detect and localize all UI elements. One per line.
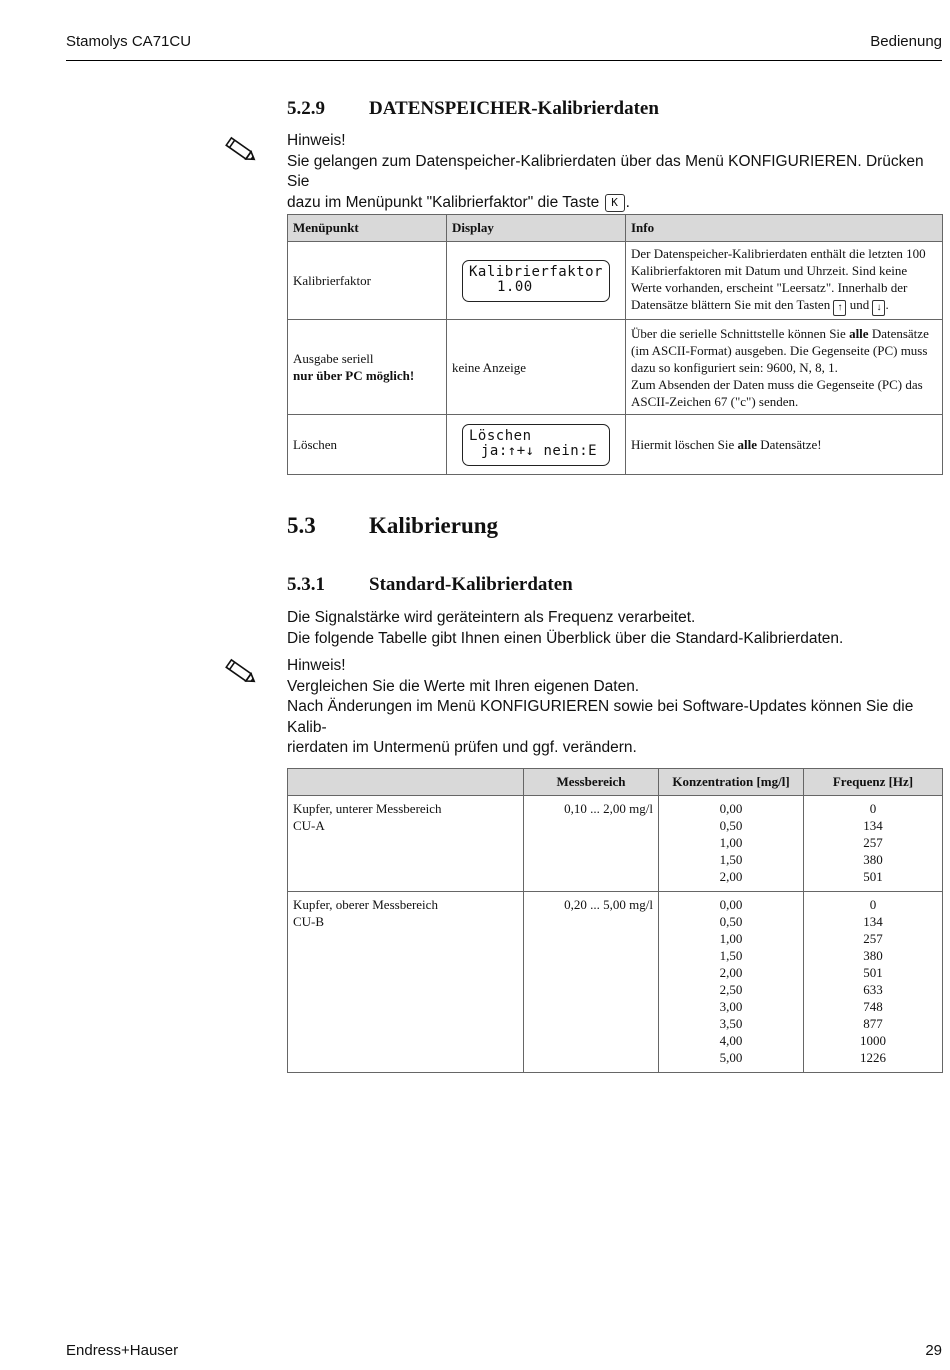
- lcd-line: 1.00: [497, 278, 533, 295]
- menu-cell: Kalibrierfaktor: [288, 242, 447, 320]
- lcd-line: Löschen: [469, 427, 532, 444]
- info-cell: [626, 320, 943, 415]
- note-label: Hinweis!: [287, 657, 346, 674]
- section-number: 5.2.9: [287, 98, 325, 119]
- menu-table: [287, 214, 943, 475]
- note-text-line: dazu im Menüpunkt "Kalibrierfaktor" die Taste K .: [287, 193, 630, 211]
- lcd-display: [462, 424, 610, 466]
- lcd-line: Kalibrierfaktor: [469, 263, 603, 280]
- info-line: (im ASCII-Format) ausgeben. Die Gegenseite (PC) muss: [631, 342, 928, 358]
- substance-cell: Kupfer, oberer Messbereich CU-B: [288, 892, 524, 1073]
- table-row: [288, 892, 943, 1073]
- table-header-row: [288, 769, 943, 796]
- text-line: Die Signalstärke wird geräteintern als Frequenz verarbeitet.: [287, 609, 696, 626]
- menu-cell: Löschen: [288, 415, 447, 475]
- footer-company: Endress+Hauser: [66, 1342, 179, 1359]
- column-header: [288, 769, 524, 796]
- column-header: Konzentration [mg/l]: [659, 769, 804, 796]
- concentration-cell: 0,00 0,50 1,00 1,50 2,00: [659, 796, 804, 892]
- column-header: Menüpunkt: [288, 215, 447, 242]
- range-cell: 0,20 ... 5,00 mg/l: [524, 892, 659, 1073]
- note-text-line: rierdaten im Untermenü prüfen und ggf. verändern.: [287, 739, 637, 756]
- header-rule: [66, 60, 942, 61]
- section-title: Kalibrierung: [369, 513, 499, 538]
- text-line: Die folgende Tabelle gibt Ihnen einen Überblick über die Standard-Kalibrierdaten.: [287, 629, 844, 647]
- substance-cell: Kupfer, unterer Messbereich CU-A: [288, 796, 524, 892]
- lcd-display: [462, 260, 610, 302]
- range-cell: 0,10 ... 2,00 mg/l: [524, 796, 659, 892]
- section-title: DATENSPEICHER-Kalibrierdaten: [369, 98, 659, 119]
- info-line: Der Datenspeicher-Kalibrierdaten enthält die letzten 100: [631, 246, 926, 261]
- pencil-note-icon: [222, 134, 258, 166]
- display-cell: keine Anzeige: [447, 320, 626, 415]
- menu-cell: [288, 320, 447, 415]
- note-paragraph: [287, 656, 945, 759]
- section-title: Standard-Kalibrierdaten: [369, 574, 573, 595]
- note-text-line: Sie gelangen zum Datenspeicher-Kalibrierdaten über das Menü KONFIGURIEREN. Drücken Sie: [287, 152, 924, 190]
- note-paragraph: [287, 131, 945, 213]
- section-number: 5.3.1: [287, 574, 325, 595]
- info-line: ASCII-Zeichen 67 ("c") senden.: [631, 393, 799, 409]
- info-line: Werte vorhanden, erscheint "Leersatz". Innerhalb der: [631, 280, 908, 295]
- table-row: [288, 415, 943, 475]
- info-cell: Hiermit löschen Sie alle Datensätze!: [626, 415, 943, 475]
- table-row: [288, 242, 943, 320]
- key-k-icon: K: [605, 194, 625, 212]
- info-line: Über die serielle Schnittstelle können Sie alle Datensätze: [631, 325, 929, 341]
- section-heading-5-2-9: [287, 98, 659, 120]
- running-header-product: Stamolys CA71CU: [66, 33, 192, 50]
- note-text-line: Nach Änderungen im Menü KONFIGURIEREN sowie bei Software-Updates können Sie die Kalib-: [287, 698, 914, 736]
- column-header: Messbereich: [524, 769, 659, 796]
- info-line: Datensätze blättern Sie mit den Tasten ↑ und ↓ .: [631, 296, 937, 316]
- page-number: 29: [925, 1342, 942, 1359]
- section-heading-5-3: [287, 513, 498, 539]
- arrow-down-key-icon: ↓: [872, 300, 885, 316]
- column-header: Frequenz [Hz]: [804, 769, 943, 796]
- info-line: Kalibrierfaktoren mit Datum und Uhrzeit. Sind keine: [631, 263, 908, 278]
- info-cell: [626, 242, 943, 320]
- frequency-cell: 0 134 257 380 501: [804, 796, 943, 892]
- frequency-cell: 0 134 257 380 501 633 748 877 1000 1226: [804, 892, 943, 1073]
- lcd-line: ja:↑+↓ nein:E: [481, 442, 598, 459]
- note-label: Hinweis!: [287, 132, 346, 149]
- pencil-note-icon: [222, 656, 258, 688]
- column-header: Info: [626, 215, 943, 242]
- table-row: [288, 320, 943, 415]
- section-number: 5.3: [287, 513, 316, 538]
- running-header-chapter: Bedienung: [870, 33, 942, 50]
- arrow-up-key-icon: ↑: [833, 300, 846, 316]
- menu-warning: nur über PC möglich!: [293, 368, 415, 383]
- calibration-table: [287, 768, 943, 1073]
- display-cell: [447, 415, 626, 475]
- table-row: [288, 796, 943, 892]
- note-text-line: Vergleichen Sie die Werte mit Ihren eigenen Daten.: [287, 677, 640, 695]
- intro-paragraph: [287, 608, 945, 649]
- display-cell: [447, 242, 626, 320]
- menu-label: Ausgabe seriell: [293, 351, 374, 366]
- info-line: dazu so konfiguriert sein: 9600, N, 8, 1.: [631, 359, 838, 375]
- concentration-cell: 0,00 0,50 1,00 1,50 2,00 2,50 3,00 3,50 4,00 5,00: [659, 892, 804, 1073]
- section-heading-5-3-1: [287, 574, 573, 596]
- column-header: Display: [447, 215, 626, 242]
- table-header-row: [288, 215, 943, 242]
- info-line: Zum Absenden der Daten muss die Gegenseite (PC) das: [631, 376, 923, 392]
